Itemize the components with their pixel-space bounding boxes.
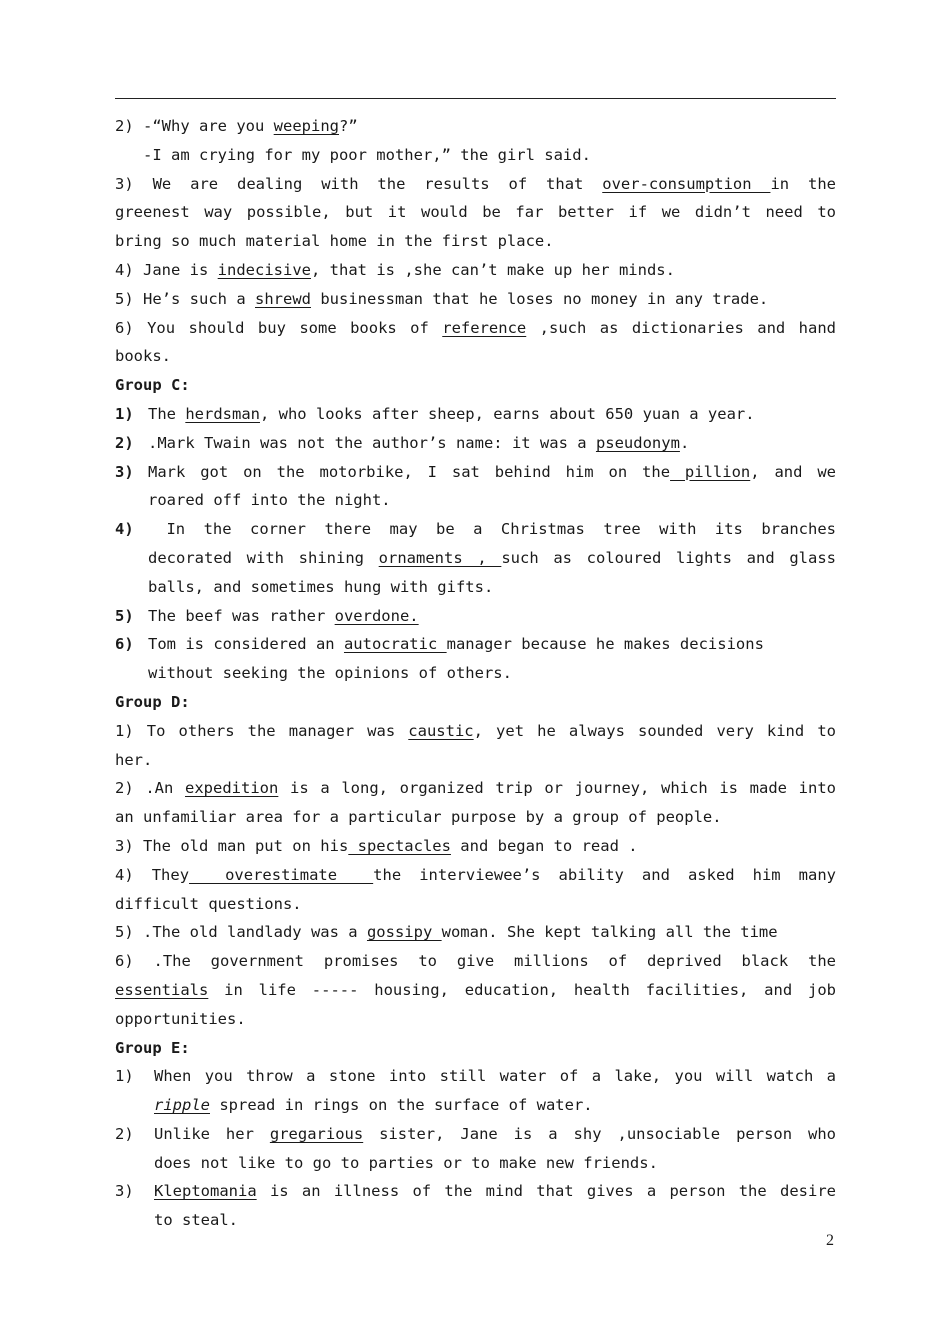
list-item-continuation: difficult questions. [115,894,302,913]
list-item: 2) .Mark Twain was not the author’s name: it was a pseudonym. [115,433,690,452]
vocab-word: ripple [154,1096,210,1115]
group-c-heading: Group C: [115,376,190,395]
list-item: 4) Jane is indecisive, that is ,she can’t make up her minds. [115,260,675,279]
vocab-word: overestimate [189,865,374,884]
list-item-continuation: her. [115,750,153,769]
header-rule [115,98,836,99]
document-body [115,112,836,1235]
list-item: 6) You should buy some books of reference ,such as dictionaries and hand [115,318,836,337]
vocab-word: weeping [273,117,339,135]
group-e-heading: Group E: [115,1038,190,1057]
vocab-word: over-consumption [602,174,771,193]
vocab-word: reference [442,318,527,337]
list-item: 6) .The government promises to give millions of deprived black the [115,952,836,971]
list-item: 2) Unlike her gregarious sister, Jane is a shy ,unsociable person who [115,1124,836,1143]
list-item-continuation: books. [115,347,171,366]
vocab-word: overdone. [334,606,419,625]
vocab-word: Kleptomania [154,1182,257,1201]
list-item-continuation: decorated with shining ornaments , such as coloured lights and glass [148,548,837,567]
vocab-word: spectacles [348,836,451,855]
group-d-heading: Group D: [115,692,190,711]
list-item: 2) .An expedition is a long, organized trip or journey, which is made into [115,779,836,798]
list-item: 3) We are dealing with the results of that over-consumption in the [115,174,836,193]
list-item: 5) The beef was rather overdone. [115,606,419,625]
list-item-continuation: roared off into the night. [148,491,391,510]
vocab-word: pillion [670,462,751,481]
list-item-continuation: -I am crying for my poor mother,” the girl said. [143,145,591,164]
list-item: 1) When you throw a stone into still water of a lake, you will watch a [115,1067,836,1086]
vocab-word: ornaments , [378,548,502,567]
list-item: 3) Kleptomania is an illness of the mind that gives a person the desire [115,1182,836,1201]
list-item: 6) Tom is considered an autocratic manager because he makes decisions [115,635,764,654]
vocab-word: indecisive [217,260,311,279]
list-item-continuation: opportunities. [115,1009,246,1028]
list-item-continuation: to steal. [154,1211,238,1230]
list-item: 1) The herdsman, who looks after sheep, earns about 650 yuan a year. [115,404,755,423]
list-item: 5) He’s such a shrewd businessman that he loses no money in any trade. [115,289,769,308]
vocab-word: pseudonym [595,433,680,452]
list-item: 4) They overestimate the interviewee’s ability and asked him many [115,865,836,884]
vocab-word: gossipy [366,923,442,942]
vocab-word: essentials [115,980,209,999]
vocab-word: caustic [408,721,474,740]
list-item-continuation: ripple spread in rings on the surface of water. [154,1096,593,1115]
vocab-word: shrewd [255,289,311,308]
page-number: 2 [826,1232,834,1249]
list-item: 5) .The old landlady was a gossipy woman. She kept talking all the time [115,923,778,942]
list-item: 3) Mark got on the motorbike, I sat behind him on the pillion, and we [115,462,836,481]
list-item-continuation: an unfamiliar area for a particular purpose by a group of people. [115,808,722,827]
list-item: 2) -“Why are you weeping?” [115,117,358,135]
list-item-continuation: without seeking the opinions of others. [148,664,512,683]
list-item: 3) The old man put on his spectacles and began to read . [115,836,638,855]
list-item-continuation: bring so much material home in the first place. [115,232,554,251]
vocab-word: herdsman [185,404,260,423]
vocab-word: autocratic [343,635,447,654]
vocab-word: gregarious [269,1124,364,1143]
list-item-continuation: balls, and sometimes hung with gifts. [148,577,494,596]
list-item-continuation: greenest way possible, but it would be far better if we didn’t need to [115,203,836,222]
list-item-continuation: does not like to go to parties or to make new friends. [154,1153,658,1172]
list-item: 4) In the corner there may be a Christmas tree with its branches [115,520,836,539]
list-item-continuation: essentials in life ----- housing, education, health facilities, and job [115,980,836,999]
vocab-word: expedition [185,779,279,798]
list-item: 1) To others the manager was caustic, yet he always sounded very kind to [115,721,836,740]
